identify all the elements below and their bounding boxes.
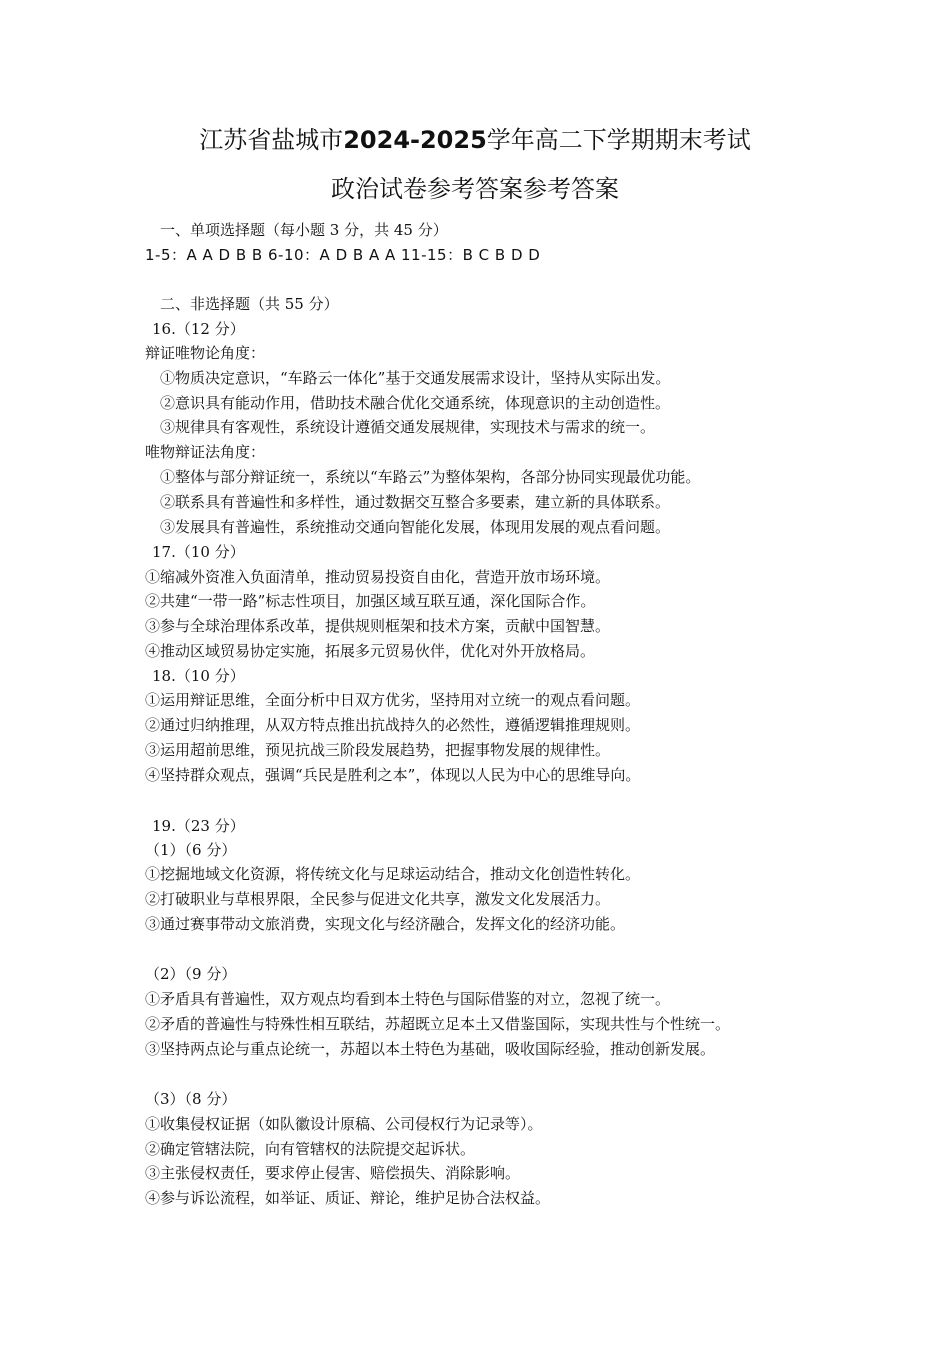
q19-item: ①挖掘地域文化资源，将传统文化与足球运动结合，推动文化创造性转化。 bbox=[145, 865, 641, 883]
q17-item: ③参与全球治理体系改革，提供规则框架和技术方案，贡献中国智慧。 bbox=[145, 617, 611, 635]
title-prefix: 江苏省盐城市 bbox=[199, 126, 344, 154]
q17-item: ①缩减外资准入负面清单，推动贸易投资自由化，营造开放市场环境。 bbox=[145, 568, 611, 586]
q18-title: 18.（10 分） bbox=[152, 667, 245, 685]
part2-heading: 二、非选择题（共 55 分） bbox=[160, 295, 339, 313]
q17-item: ②共建“一带一路”标志性项目，加强区域互联互通，深化国际合作。 bbox=[145, 592, 596, 610]
q19-part3-title: （3）（8 分） bbox=[145, 1090, 237, 1108]
title-suffix: 学年高二下学期期末考试 bbox=[486, 126, 751, 154]
q18-item: ④坚持群众观点，强调“兵民是胜利之本”，体现以人民为中心的思维导向。 bbox=[145, 766, 641, 784]
q16-item: ②意识具有能动作用，借助技术融合优化交通系统，体现意识的主动创造性。 bbox=[160, 394, 671, 412]
title-year: 2024-2025 bbox=[343, 126, 487, 154]
q19-item: ④参与诉讼流程，如举证、质证、辩论，维护足协合法权益。 bbox=[145, 1189, 551, 1207]
document-subtitle: 政治试卷参考答案参考答案 bbox=[331, 175, 619, 203]
q16-subheading-2: 唯物辩证法角度： bbox=[145, 443, 266, 461]
q19-item: ②矛盾的普遍性与特殊性相互联结，苏超既立足本土又借鉴国际，实现共性与个性统一。 bbox=[145, 1015, 731, 1033]
q19-item: ②确定管辖法院，向有管辖权的法院提交起诉状。 bbox=[145, 1140, 476, 1158]
q16-subheading-1: 辩证唯物论角度： bbox=[145, 344, 266, 362]
q19-item: ③主张侵权责任，要求停止侵害、赔偿损失、消除影响。 bbox=[145, 1164, 521, 1182]
q19-item: ①矛盾具有普遍性，双方观点均看到本土特色与国际借鉴的对立，忽视了统一。 bbox=[145, 990, 671, 1008]
q16-item: ①整体与部分辩证统一，系统以“车路云”为整体架构，各部分协同实现最优功能。 bbox=[160, 468, 701, 486]
q18-item: ②通过归纳推理，从双方特点推出抗战持久的必然性，遵循逻辑推理规则。 bbox=[145, 716, 641, 734]
q17-title: 17.（10 分） bbox=[152, 543, 245, 561]
q19-title: 19.（23 分） bbox=[152, 817, 245, 835]
q18-item: ①运用辩证思维，全面分析中日双方优劣，坚持用对立统一的观点看问题。 bbox=[145, 691, 641, 709]
q19-item: ①收集侵权证据（如队徽设计原稿、公司侵权行为记录等）。 bbox=[145, 1115, 543, 1133]
q18-item: ③运用超前思维，预见抗战三阶段发展趋势，把握事物发展的规律性。 bbox=[145, 741, 611, 759]
q19-part1-title: （1）（6 分） bbox=[145, 841, 237, 859]
q17-item: ④推动区域贸易协定实施，拓展多元贸易伙伴，优化对外开放格局。 bbox=[145, 642, 596, 660]
q16-item: ③发展具有普遍性，系统推动交通向智能化发展，体现用发展的观点看问题。 bbox=[160, 518, 671, 536]
q16-item: ②联系具有普遍性和多样性，通过数据交互整合多要素，建立新的具体联系。 bbox=[160, 493, 671, 511]
part1-answers: 1-5：A A D B B 6-10：A D B A A 11-15：B C B D D bbox=[145, 246, 541, 264]
q16-item: ①物质决定意识，“车路云一体化”基于交通发展需求设计，坚持从实际出发。 bbox=[160, 369, 671, 387]
q19-part2-title: （2）（9 分） bbox=[145, 965, 237, 983]
part1-heading: 一、单项选择题（每小题 3 分，共 45 分） bbox=[160, 221, 448, 239]
q16-title: 16.（12 分） bbox=[152, 320, 245, 338]
q19-item: ③通过赛事带动文旅消费，实现文化与经济融合，发挥文化的经济功能。 bbox=[145, 915, 626, 933]
document-title bbox=[0, 123, 950, 157]
q19-item: ②打破职业与草根界限，全民参与促进文化共享，激发文化发展活力。 bbox=[145, 890, 611, 908]
q16-item: ③规律具有客观性，系统设计遵循交通发展规律，实现技术与需求的统一。 bbox=[160, 418, 656, 436]
q19-item: ③坚持两点论与重点论统一，苏超以本土特色为基础，吸收国际经验，推动创新发展。 bbox=[145, 1040, 716, 1058]
